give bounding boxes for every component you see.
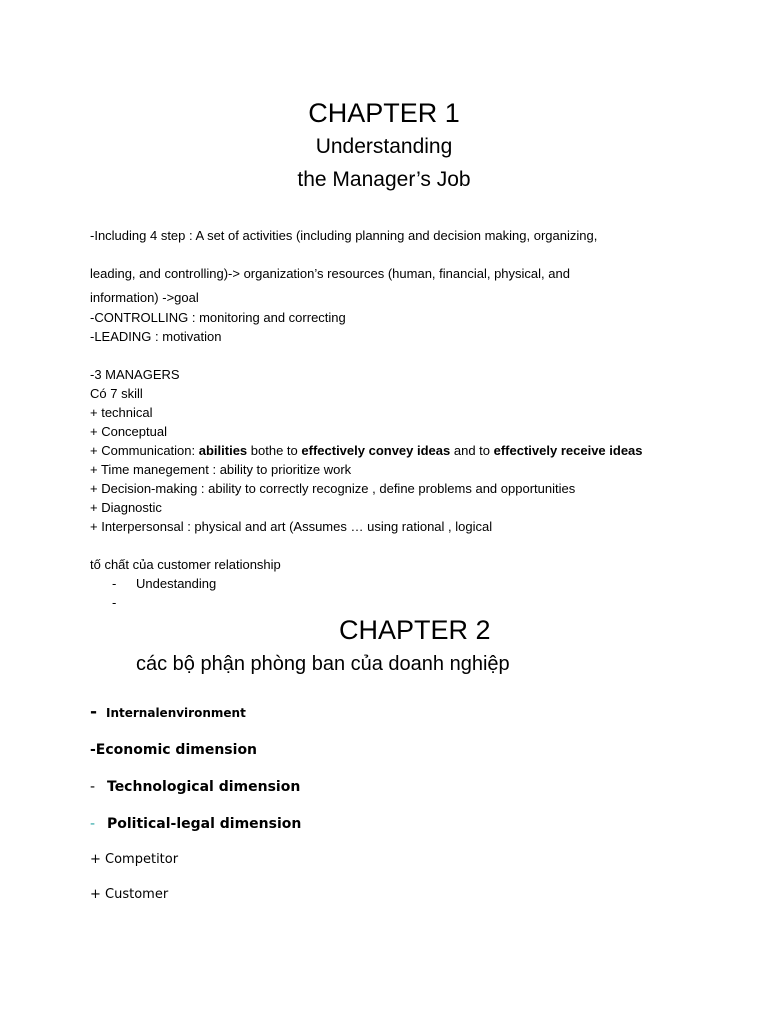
item-dash: - <box>90 816 96 832</box>
ch2-item-customer: + Customer <box>90 887 169 902</box>
ch1-list-item-1 <box>112 575 216 593</box>
ch1-skill-technical: + technical <box>90 405 153 420</box>
chapter-1-subtitle-line1: Understanding <box>315 135 453 158</box>
ch1-skill-conceptual: + Conceptual <box>90 424 167 439</box>
ch1-line-2: leading, and controlling)-> organization’s resources (human, financial, physical, and <box>90 266 570 281</box>
ch2-item-economic: -Economic dimension <box>90 742 258 758</box>
ch2-item-technological <box>90 777 300 797</box>
ch1-skill-decision: + Decision-making : ability to correctly recognize , define problems and opportunities <box>90 481 576 496</box>
ch1-line-3: information) ->goal <box>90 290 199 305</box>
item-label: Political-legal dimension <box>107 816 302 832</box>
ch1-line-leading: -LEADING : motivation <box>90 329 222 344</box>
ch2-item-internal <box>90 702 246 723</box>
ch2-item-competitor: + Competitor <box>90 852 179 867</box>
comm-part-3: bothe to <box>247 443 302 458</box>
comm-part-1: + Communication: <box>90 443 199 458</box>
ch1-skill-interpersonal: + Interpersonsal : physical and art (Assumes … using rational , logical <box>90 519 493 534</box>
ch1-list-item-2 <box>112 594 136 612</box>
item-dash: - <box>90 702 98 722</box>
chapter-1-title: CHAPTER 1 <box>308 98 460 128</box>
comm-part-6: effectively receive ideas <box>493 443 643 458</box>
ch1-skill-diagnostic: + Diagnostic <box>90 500 162 515</box>
comm-part-2: abilities <box>198 443 248 458</box>
ch1-line-controlling: -CONTROLLING : monitoring and correcting <box>90 310 346 325</box>
ch2-item-political <box>90 814 301 834</box>
ch1-skill-time: + Time manegement : ability to prioritize work <box>90 462 352 477</box>
ch1-line-1: -Including 4 step : A set of activities (including planning and decision making, organizing, <box>90 228 598 243</box>
list-dash: - <box>112 595 117 610</box>
chapter-2-subtitle: các bộ phận phòng ban của doanh nghiệp <box>136 653 510 675</box>
item-label: Internalenvironment <box>106 706 246 720</box>
comm-part-4: effectively convey ideas <box>301 443 451 458</box>
list-dash: - <box>112 576 117 591</box>
ch1-customer-relationship: tố chất của customer relationship <box>90 557 281 572</box>
chapter-2-title: CHAPTER 2 <box>339 615 491 645</box>
item-dash: - <box>90 779 96 795</box>
ch1-line-skills: Có 7 skill <box>90 386 143 401</box>
chapter-1-subtitle-line2: the Manager’s Job <box>297 168 471 191</box>
list-item-label: Undestanding <box>136 576 217 591</box>
ch1-line-managers: -3 MANAGERS <box>90 367 180 382</box>
comm-part-5: and to <box>450 443 494 458</box>
item-label: Technological dimension <box>107 779 301 795</box>
ch1-skill-communication <box>90 442 643 460</box>
